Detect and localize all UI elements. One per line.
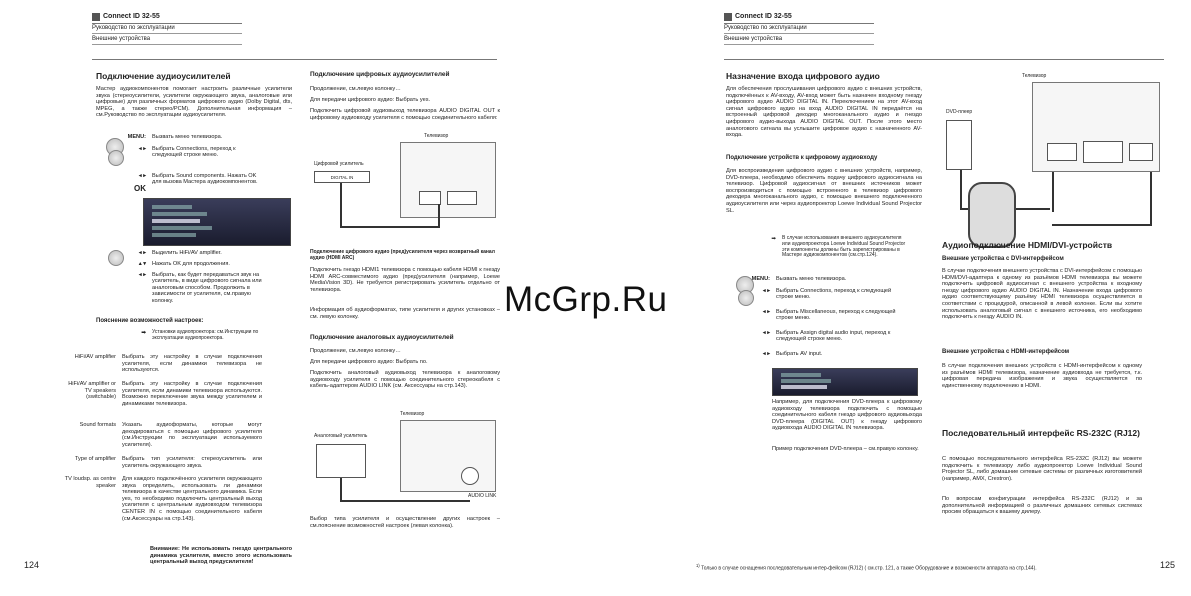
page-number: 125 (1160, 560, 1176, 570)
diagram-label: Телевизор (1022, 73, 1047, 79)
diagram-label: Телевизор (400, 411, 425, 417)
audio-link-port-icon (461, 467, 479, 485)
menu-bar (781, 373, 821, 377)
menu-step: ◂ ▸ Выбрать Miscellaneous, переход к следующей строке меню. (744, 309, 922, 322)
digital-out-port-icon (419, 191, 441, 205)
section-title: Последовательный интерфейс RS-232C (RJ12) (942, 428, 1140, 438)
cable (1150, 172, 1152, 226)
paragraph: В случае подключения внешнего устройства с DVI-интерфейсом с помощью HDMI/DVI-адаптера к одному из разъёмов HDMI телевизора вы можете подключить цифровой аудиосигнал с внешнего устройства к входному гнезду цифрового аудио AUDIO DIGITAL IN. Назначение входа цифрового аудио соответствующему разъёму HDMI телевизора осуществляется в соответствии с процедурой, описанной в левой колонке. Если вы хотите использовать аналоговый сигнал с внешнего источника, его необходимо подключить к гнезду AUDIO IN. (942, 268, 1142, 321)
menu-bar (152, 212, 207, 216)
feature-row: Sound formats Указать аудиоформаты, которые могут декодироваться с помощью цифрового усилителя (см.Инструкции по эксплуатации используемого усилителя). (79, 422, 262, 448)
cable (438, 204, 440, 228)
analog-amp-diagram (310, 410, 498, 510)
scart-cable-icon (968, 182, 1016, 248)
menu-bar (152, 226, 212, 230)
section-title: Подключение цифровых аудиоусилителей (310, 71, 450, 78)
dvd-player-box (946, 120, 972, 170)
brand-square-icon (724, 13, 732, 21)
dvd-connection-diagram (942, 74, 1164, 264)
paragraph: Подключить гнездо HDMI1 телевизора с помощью кабеля HDMI к гнезду HDMI ARC-совместимого аудио (пред)усилителя (например, Loewe MediaVision 3D). Не требуется регистрировать усилитель отдельно от телевизора. (310, 267, 500, 293)
diagram-label: Аналоговый усилитель (314, 433, 368, 439)
header-line-1: Руководство по эксплуатации (92, 24, 242, 35)
arrow-right-icon: ➡ (771, 236, 776, 242)
menu-step: MENU: Вызвать меню телевизора. (127, 134, 223, 140)
header-rule (724, 59, 1164, 60)
audio-digital-in-port-icon (1047, 143, 1077, 161)
menu-bar (781, 385, 827, 389)
paragraph: Выбор типа усилителя и осуществление других настроек – см.пояснение возможностей настроек (левая колонка). (310, 516, 500, 529)
paragraph: Например, для подключения DVD-плеера к цифровому аудиовходу телевизора подключить с помощью соединительного кабеля гнездо цифрового аудиовыхода DVD-плеера (DIGITAL OUT) к гнезду цифрового аудиовхода AUDIO DIGITAL IN телевизора. (772, 399, 922, 432)
paragraph: Продолжение, см.левую колонку… (310, 86, 401, 92)
paragraph: Для воспроизведения цифрового аудио с внешних устройств, например, DVD-плеера, необходимо обеспечить подачу цифрового аудиосигнала на телевизор. Цифровой аудиосигнал от внешних источников может воспроизводиться с помощью встроенного в телевизор цифрового декодера многоканального аудио, с помощью внешнего подключенного аудиоусилителя или через аудиопроектор Loewe Individual Sound Projector SL. (726, 168, 922, 214)
cable (1052, 224, 1152, 226)
feature-row: HiFi/AV amplifier Выбрать эту настройку в случае подключения усилителя, если динамики телевизора не используются. (74, 354, 262, 374)
paragraph: Для передачи цифрового аудио: Выбрать no. (310, 359, 428, 365)
header-brand: Connect ID 32-55 (92, 13, 242, 24)
menu-bar (152, 219, 200, 223)
section-title: Аудиоподключение HDMI/DVI-устройств (942, 240, 1113, 250)
menu-bar (152, 205, 192, 209)
page-number: 124 (24, 560, 40, 570)
menu-step: ◂ ▸ Выбрать Connections, переход к следующей строке меню. (744, 288, 922, 301)
hdmi-ports-icon (447, 191, 477, 205)
paragraph: Подключить аналоговый аудиовыход телевизора к аналоговому аудиовходу усилителя с помощью соединительного стереокабеля с кабель-адаптером AUDIO LINK (см. Аксессуары на стр.143). (310, 370, 500, 390)
subsection-title: Подключение устройств к цифровому аудиовходу (726, 155, 878, 161)
arrows-icon: ◂ ▸ (138, 250, 146, 256)
menu-step: ◂ ▸ Выбрать Assign digital audio input, переход к следующей строке меню. (744, 330, 922, 343)
paragraph: Продолжение, см.левую колонку… (310, 348, 401, 354)
menu-step: ◂ ▸ Выбрать, как будет передаваться звук на усилитель, в виде цифрового сигнала или аналоговым способом. Продолжить в зависимости от усилителя, см.правую колонку. (120, 272, 292, 304)
tv-menu-screenshot (772, 368, 918, 396)
diagram-caption: Подключение цифрового аудио (пред)усилителя через возвратный канал аудио (HDMI ARC) (310, 249, 495, 261)
brand-square-icon (92, 13, 100, 21)
menu-step: ◂ ▸ Выделить HiFi/AV amplifier. (120, 250, 292, 256)
av-port-icon (1083, 141, 1123, 163)
section-title: Подключение аудиоусилителей (96, 71, 231, 81)
paragraph: Для обеспечения прослушивания цифрового аудио с внешних устройств, подключённых к AV-входу, AV-вход может быть назначен входному гнезду цифрового аудио AUDIO DIGITAL IN. Переключением на этот AV-вход сигнал цифрового аудио на вход AUDIO DIGITAL IN передаётся на встроенный цифровой декодер многоканального аудио и гнездо цифрового аудио-выхода AUDIO DIGITAL OUT. После этого место аналогового сигнала вы услышите цифровое аудио с назначенного AV-входа. (726, 86, 922, 139)
paragraph: Подключить цифровой аудиовыход телевизора AUDIO DIGITAL OUT к цифровому аудиовходу усилителя с помощью соединительного кабеля: (310, 108, 500, 121)
arrows-icon: ◂ ▸ (762, 351, 770, 357)
cable (960, 170, 962, 210)
menu-step: ▴ ▾ Нажать OK для продолжения. (120, 261, 292, 267)
arrows-icon: ◂ ▸ (138, 146, 146, 152)
page-header (724, 13, 874, 45)
subsection-title: Внешние устройства с HDMI-интерфейсом (942, 349, 1070, 355)
arrows-icon: ◂ ▸ (138, 272, 146, 278)
menu-bar (781, 379, 831, 383)
cable (340, 183, 342, 227)
port-icon (1129, 143, 1153, 161)
subsection-title: Внешние устройства с DVI-интерфейсом (942, 256, 1064, 262)
ok-label: OK (134, 184, 146, 193)
diagram-label: Телевизор (424, 133, 449, 139)
diagram-label: Цифровой усилитель (314, 161, 364, 167)
cable (340, 226, 440, 228)
footnote: $^{1)}$ Только в случае оснащения последовательным интер-фейсом (RJ12) ( см.стр. 121, а также Оборудование и возможности аппарата на стр.144). (696, 563, 1037, 572)
options-title: Пояснение возможностей настроек: (96, 318, 204, 324)
digital-amp-diagram (310, 134, 498, 246)
paragraph: С помощью последовательного интерфейса RS-232C (RJ12) вы можете подключить к телевизору либо аудиопроектор Loewe Individual Sound Projector SL, либо домашние сетевые системы от различных изготовителей (например, AMX, Crestron). (942, 456, 1142, 482)
arrows-icon: ◂ ▸ (762, 288, 770, 294)
header-line-1: Руководство по эксплуатации (724, 24, 874, 35)
tv-menu-screenshot (143, 198, 291, 246)
cable (340, 500, 470, 502)
arrow-right-icon: ➡ (141, 330, 146, 336)
arrows-icon: ◂ ▸ (762, 309, 770, 315)
header-rule (92, 59, 497, 60)
menu-step: ◂ ▸ Выбрать Connections, переход к следующей строке меню. (120, 146, 292, 159)
feature-row: Type of amplifier Выбрать тип усилителя: стереоусилитель или усилитель окружающего звука. (74, 456, 262, 469)
arrows-icon: ◂ ▸ (762, 330, 770, 336)
note: ➡ Установки аудиопроектора: см.Инструкции по эксплуатации аудиопроектора. (120, 330, 292, 342)
section-title: Подключение аналоговых аудиоусилителей (310, 334, 454, 341)
watermark: McGrp.Ru (504, 280, 668, 319)
menu-step: ◂ ▸ Выбрать AV input. (744, 351, 922, 357)
paragraph: Для передачи цифрового аудио: Выбрать yes. (310, 97, 431, 103)
page-header (92, 13, 242, 45)
tv-back-illustration (400, 142, 496, 218)
paragraph: По вопросам конфигурации интерфейса RS-232C (RJ12) и за дополнительной информацией о различных домашних сетевых системах просим обращаться к вашему дилеру. (942, 496, 1142, 516)
right-page (596, 0, 1191, 596)
section-title: Назначение входа цифрового аудио (726, 71, 880, 81)
header-brand: Connect ID 32-55 (724, 13, 874, 24)
port-label: AUDIO LINK (468, 493, 497, 499)
amplifier-box (314, 171, 370, 183)
menu-step: ◂ ▸ Выбрать Sound components. Нажать OK для вызова Мастера аудиокомпонентов. (120, 173, 292, 186)
cable (340, 478, 342, 502)
paragraph: В случае подключения внешних устройств с HDMI-интерфейсом к одному из разъёмов HDMI телевизора, назначение аудиовхода не требуется, т.к. цифровая передача изображения и звука осуществляется по единственному подключению в HDMI. (942, 363, 1142, 389)
menu-bar (152, 233, 196, 237)
header-line-2: Внешние устройства (724, 34, 874, 45)
feature-row: TV loudsp. as centre speaker Для каждого подключённого усилителя окружающего звука определить, использовать ли динамики телевизора в качестве центрального динамика. Если yes, то необходимо подключить центральный выход усилителя с центральным аудиовходом телевизора CENTER IN с помощью соединительного кабеля (см.Аксессуары на стр.143). (64, 476, 262, 522)
port-label: DIGITAL IN (330, 175, 354, 180)
note: ➡ В случае использования внешнего аудиоусилителя или аудиопроектора Loewe Individual Sound Projector эти компоненты должны быть зарегистрированы в Мастере аудиокомпонентов (см.стр.124). (756, 236, 922, 259)
menu-step: MENU: Вызвать меню телевизора. (751, 276, 847, 282)
diagram-label: DVD-плеер (946, 109, 973, 115)
arrows-icon: ◂ ▸ (138, 173, 146, 179)
tv-back-illustration (1032, 82, 1160, 172)
amplifier-box (316, 444, 366, 478)
paragraph: Пример подключения DVD-плеера – см.правую колонку. (772, 446, 919, 452)
warning-text: Внимание: Не использовать гнездо центрального динамика усилителя, вместо этого использовать центральный выход предусилителя! (150, 546, 292, 566)
feature-row: HiFi/AV amplifier or TV speakers (switchable) Выбрать эту настройку в случае подключения усилителя, если динамики телевизора используются. Возможно переключение звука между усилителем и динамиками телевизора. (68, 381, 262, 407)
header-line-2: Внешние устройства (92, 34, 242, 45)
arrows-icon: ▴ ▾ (138, 261, 146, 267)
cable (1052, 172, 1054, 212)
intro-text: Мастер аудиокомпонентов помогает настроить различные усилители звука (стереоусилители, усилители окружающего звука, аналоговые или цифровые) для различных форматов цифрового аудио (Dolby Digital, dts, MPEG, а также стерео/PCM). Дополнительная информация – см.Руководство по эксплуатации аудиоусилителя. (96, 86, 292, 119)
tv-back-illustration (400, 420, 496, 492)
paragraph: Информация об аудиоформатах, типе усилителя и других установках – см. левую колонку. (310, 307, 500, 320)
